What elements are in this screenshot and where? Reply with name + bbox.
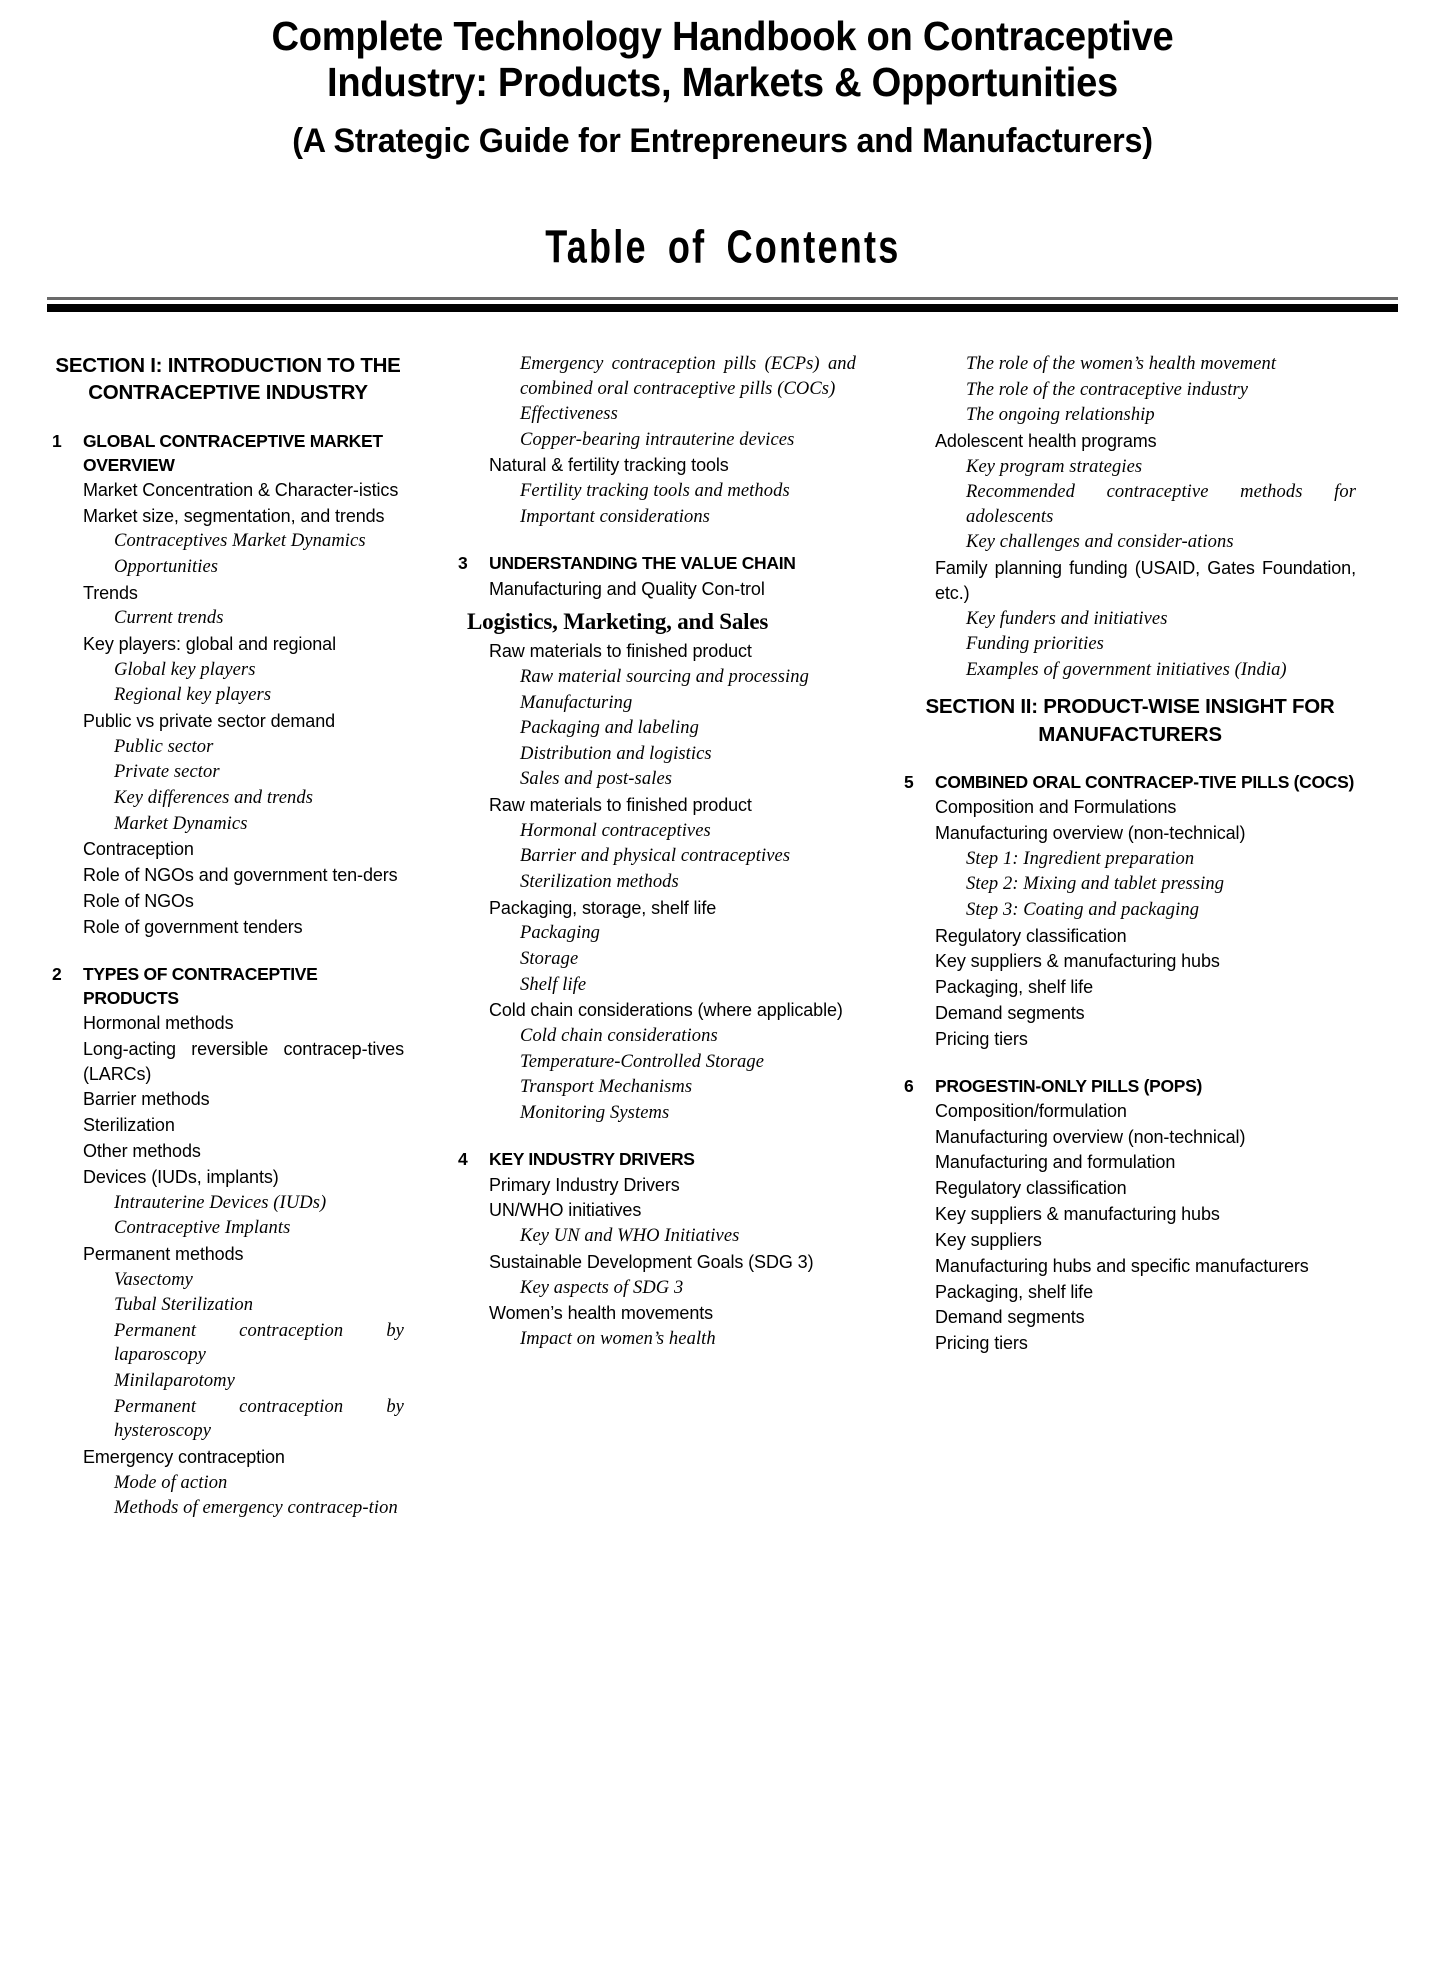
toc-level2-entry[interactable]: Step 3: Coating and packaging — [966, 899, 1200, 920]
toc-chapter-label: UNDERSTANDING THE VALUE CHAIN — [489, 553, 796, 574]
toc-level2-entry[interactable]: Market Dynamics — [114, 813, 248, 834]
toc-chapter-label: KEY INDUSTRY DRIVERS — [489, 1149, 695, 1170]
toc-level1-entry[interactable]: Demand segments — [935, 1307, 1085, 1328]
toc-level1-entry[interactable]: Long-acting reversible contracep-tives (LARCs) — [83, 1038, 404, 1084]
toc-level2-entry[interactable]: Effectiveness — [520, 404, 618, 425]
toc-level2-entry[interactable]: Contraceptives Market Dynamics — [114, 531, 366, 552]
toc-chapter-entry[interactable] — [904, 1074, 1356, 1098]
toc-level2-entry[interactable]: Sales and post-sales — [520, 769, 673, 790]
toc-level1-entry[interactable]: UN/WHO initiatives — [489, 1200, 642, 1221]
toc-chapter-label: GLOBAL CONTRACEPTIVE MARKET OVERVIEW — [83, 430, 383, 475]
toc-level1-entry[interactable]: Raw materials to finished product — [489, 795, 752, 816]
toc-level2-entry[interactable]: Transport Mechanisms — [520, 1077, 693, 1098]
book-title-line-1: Complete Technology Handbook on Contraceptive — [271, 13, 1174, 59]
toc-level2-entry[interactable]: Tubal Sterilization — [114, 1295, 254, 1316]
book-subtitle: (A Strategic Guide for Entrepreneurs and Manufacturers) — [292, 121, 1153, 160]
toc-section-heading[interactable]: SECTION II: PRODUCT-WISE INSIGHT FOR MANUFACTURERS — [925, 695, 1335, 746]
toc-section-heading[interactable]: SECTION I: INTRODUCTION TO THE CONTRACEPTIVE INDUSTRY — [55, 354, 401, 405]
toc-column-1 — [0, 352, 452, 1522]
toc-chapter-number: 4 — [458, 1149, 468, 1170]
toc-heading-wrap — [0, 221, 1445, 273]
toc-level2-entry[interactable]: The ongoing relationship — [966, 405, 1155, 426]
toc-chapter-number: 3 — [458, 553, 468, 574]
toc-level1-entry[interactable]: Manufacturing hubs and specific manufacturers — [935, 1255, 1309, 1276]
toc-level2-entry[interactable]: Monitoring Systems — [520, 1102, 670, 1123]
divider-thick-line — [47, 304, 1398, 312]
toc-heading: Table of Contents — [544, 221, 901, 273]
toc-level1-entry[interactable]: Packaging, shelf life — [935, 977, 1093, 998]
toc-level1-entry[interactable]: Key suppliers & manufacturing hubs — [935, 1204, 1220, 1225]
toc-level2-entry[interactable]: Vasectomy — [114, 1269, 193, 1290]
toc-level1-entry[interactable]: Devices (IUDs, implants) — [83, 1166, 279, 1187]
toc-level2-entry[interactable]: Shelf life — [520, 974, 587, 995]
toc-chapter-label: PROGESTIN-ONLY PILLS (POPS) — [935, 1075, 1203, 1096]
toc-level2-entry[interactable]: Emergency contraception pills (ECPs) and combined oral contraceptive pills (COCs) — [520, 354, 856, 399]
toc-level1-entry[interactable]: Demand segments — [935, 1002, 1085, 1023]
toc-level1-entry[interactable]: Regulatory classification — [935, 925, 1127, 946]
toc-level1-entry[interactable]: Manufacturing and formulation — [935, 1152, 1176, 1173]
toc-level2-entry[interactable]: Methods of emergency contracep-tion — [114, 1498, 398, 1519]
toc-level2-entry[interactable]: Step 1: Ingredient preparation — [966, 848, 1195, 869]
toc-level1-entry[interactable]: Manufacturing overview (non-technical) — [935, 1126, 1246, 1147]
toc-level2-entry[interactable]: Temperature-Controlled Storage — [520, 1051, 765, 1072]
toc-level2-entry[interactable]: Manufacturing — [520, 692, 633, 713]
toc-level2-entry[interactable]: Minilaparotomy — [114, 1371, 235, 1392]
toc-level2-entry[interactable]: Global key players — [114, 659, 256, 680]
toc-chapter-entry[interactable] — [52, 962, 404, 1010]
toc-level1-entry[interactable]: Emergency contraception — [83, 1446, 285, 1467]
toc-chapter-entry[interactable] — [52, 429, 404, 477]
toc-chapter-number: 5 — [904, 771, 914, 792]
toc-level1-entry[interactable]: Natural & fertility tracking tools — [489, 455, 729, 476]
toc-level2-entry[interactable]: Barrier and physical contraceptives — [520, 846, 791, 867]
toc-level2-entry[interactable]: Key UN and WHO Initiatives — [520, 1226, 740, 1247]
toc-chapter-number: 1 — [52, 430, 62, 451]
toc-level2-entry[interactable]: Packaging — [520, 923, 601, 944]
toc-level1-entry[interactable]: Manufacturing and Quality Con-trol — [489, 578, 765, 599]
toc-level1-entry[interactable]: Other methods — [83, 1141, 201, 1161]
toc-level2-entry[interactable]: Step 2: Mixing and tablet pressing — [966, 874, 1225, 895]
toc-chapter-label: COMBINED ORAL CONTRACEP-TIVE PILLS (COCS) — [935, 771, 1355, 792]
toc-level2-entry[interactable]: Opportunities — [114, 557, 219, 578]
toc-chapter-number: 6 — [904, 1075, 914, 1096]
toc-level1-entry[interactable]: Role of NGOs — [83, 890, 194, 911]
toc-chapter-entry[interactable] — [904, 770, 1356, 794]
toc-level2-entry[interactable]: Public sector — [114, 736, 214, 757]
toc-level2-entry[interactable]: Key program strategies — [966, 456, 1143, 477]
toc-chapter-label: TYPES OF CONTRACEPTIVE PRODUCTS — [83, 963, 318, 1008]
toc-level1-entry[interactable]: Pricing tiers — [935, 1028, 1028, 1049]
title-block — [0, 0, 1445, 161]
toc-level2-entry[interactable]: Sterilization methods — [520, 872, 679, 893]
toc-level2-entry[interactable]: Intrauterine Devices (IUDs) — [114, 1192, 327, 1213]
toc-level1-entry[interactable]: Hormonal methods — [83, 1012, 234, 1033]
toc-level1-entry[interactable]: Pricing tiers — [935, 1333, 1028, 1354]
toc-level1-entry[interactable]: Composition/formulation — [935, 1100, 1127, 1121]
toc-columns — [0, 352, 1445, 1522]
toc-column-2 — [452, 352, 904, 1353]
toc-level2-entry[interactable]: Raw material sourcing and processing — [520, 667, 809, 688]
toc-level1-entry[interactable]: Raw materials to finished product — [489, 641, 752, 662]
toc-chapter-entry[interactable] — [458, 1147, 856, 1171]
toc-level1-entry[interactable]: Primary Industry Drivers — [489, 1174, 680, 1195]
toc-level2-entry[interactable]: Impact on women’s health — [520, 1329, 716, 1350]
toc-level1-entry[interactable]: Trends — [83, 582, 138, 603]
toc-level1-entry[interactable]: Regulatory classification — [935, 1178, 1127, 1199]
toc-level2-entry[interactable]: Key challenges and consider-ations — [966, 532, 1234, 553]
toc-level1-entry[interactable]: Packaging, shelf life — [935, 1281, 1093, 1302]
book-title-line-2: Industry: Products, Markets & Opportunities — [327, 58, 1118, 105]
toc-column-3 — [904, 352, 1445, 1357]
toc-level2-entry[interactable]: Packaging and labeling — [520, 718, 699, 739]
toc-level1-entry[interactable]: Composition and Formulations — [935, 797, 1177, 818]
toc-level2-entry[interactable]: Copper-bearing intrauterine devices — [520, 429, 795, 450]
toc-level2-entry[interactable]: Funding priorities — [966, 634, 1104, 655]
toc-level2-entry[interactable]: Permanent contraception by hysteroscopy — [114, 1396, 404, 1442]
toc-level2-entry[interactable]: Permanent contraception by laparoscopy — [114, 1320, 404, 1366]
toc-level1-entry[interactable]: Sustainable Development Goals (SDG 3) — [489, 1251, 814, 1272]
toc-level2-entry[interactable]: Important considerations — [520, 506, 710, 527]
toc-level2-entry[interactable]: Cold chain considerations — [520, 1026, 718, 1047]
toc-level2-entry[interactable]: Private sector — [114, 762, 220, 783]
toc-level1-entry[interactable]: Market size, segmentation, and trends — [83, 505, 385, 526]
toc-level2-entry[interactable]: Fertility tracking tools and methods — [520, 481, 790, 502]
toc-level2-entry[interactable]: Hormonal contraceptives — [520, 820, 711, 841]
toc-serif-heading[interactable]: Logistics, Marketing, and Sales — [467, 609, 769, 635]
book-title — [105, 14, 1341, 106]
toc-chapter-number: 2 — [52, 963, 62, 984]
toc-level2-entry[interactable]: Contraceptive Implants — [114, 1218, 291, 1239]
toc-level1-entry[interactable]: Contraception — [83, 839, 194, 860]
toc-level2-entry[interactable]: The role of the contraceptive industry — [966, 379, 1249, 400]
toc-level2-entry[interactable]: Key differences and trends — [114, 788, 314, 809]
toc-level1-entry[interactable]: Permanent methods — [83, 1243, 244, 1264]
toc-level2-entry[interactable]: Current trends — [114, 608, 224, 629]
toc-chapter-entry[interactable] — [458, 551, 856, 575]
toc-level1-entry[interactable]: Key suppliers & manufacturing hubs — [935, 951, 1220, 972]
toc-level1-entry[interactable]: Adolescent health programs — [935, 430, 1157, 451]
toc-level2-entry[interactable]: Recommended contraceptive methods for adolescents — [966, 482, 1356, 527]
toc-level2-entry[interactable]: Key aspects of SDG 3 — [520, 1277, 684, 1298]
toc-level1-entry[interactable]: Cold chain considerations (where applicable) — [489, 1000, 843, 1021]
toc-level1-entry[interactable]: Key suppliers — [935, 1229, 1042, 1250]
toc-level1-entry[interactable]: Packaging, storage, shelf life — [489, 897, 717, 918]
toc-level2-entry[interactable]: The role of the women’s health movement — [966, 354, 1277, 374]
toc-level1-entry[interactable]: Barrier methods — [83, 1089, 210, 1110]
toc-level1-entry[interactable]: Women’s health movements — [489, 1303, 714, 1324]
toc-level2-entry[interactable]: Mode of action — [114, 1472, 228, 1493]
toc-level1-entry[interactable]: Manufacturing overview (non-technical) — [935, 822, 1246, 843]
toc-level2-entry[interactable]: Distribution and logistics — [520, 743, 712, 764]
toc-level2-entry[interactable]: Regional key players — [114, 685, 272, 706]
toc-level1-entry[interactable]: Sterilization — [83, 1115, 175, 1136]
toc-level2-entry[interactable]: Key funders and initiatives — [966, 608, 1168, 629]
toc-level1-entry[interactable]: Family planning funding (USAID, Gates Foundation, etc.) — [935, 557, 1356, 603]
toc-level1-entry[interactable]: Public vs private sector demand — [83, 711, 336, 732]
toc-level1-entry[interactable]: Market Concentration & Character-istics — [83, 479, 399, 500]
toc-level2-entry[interactable]: Examples of government initiatives (India) — [966, 659, 1287, 680]
header-divider — [47, 297, 1398, 312]
toc-level2-entry[interactable]: Storage — [520, 949, 579, 970]
toc-level1-entry[interactable]: Role of NGOs and government ten-ders — [83, 865, 398, 886]
toc-level1-entry[interactable]: Role of government tenders — [83, 916, 303, 937]
toc-level1-entry[interactable]: Key players: global and regional — [83, 634, 336, 655]
